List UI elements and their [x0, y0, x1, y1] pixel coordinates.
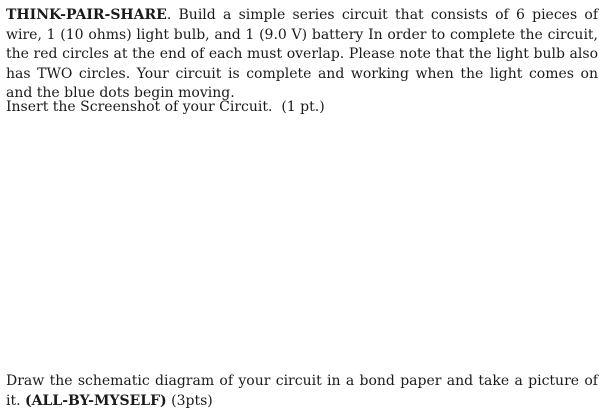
insert-screenshot-text: Insert the Screenshot of your Circuit.: [6, 99, 273, 115]
insert-screenshot-prompt: [6, 98, 598, 118]
think-pair-share-paragraph: [6, 6, 598, 104]
schematic-task-mode: (ALL-BY-MYSELF): [25, 392, 167, 409]
think-pair-share-heading: THINK-PAIR-SHARE: [6, 7, 167, 23]
screenshot-answer-space[interactable]: [6, 122, 598, 367]
schematic-task-points: (3pts): [171, 392, 213, 409]
insert-screenshot-points: (1 pt.): [281, 99, 325, 115]
schematic-task-paragraph: [6, 372, 598, 411]
schematic-task-text: Draw the schematic diagram of your circuit in a bond paper and take a picture of it.: [6, 373, 598, 409]
think-pair-share-instructions: . Build a simple series circuit that consists of 6 pieces of wire, 1 (10 ohms) light bulb, and 1 (9.0 V) battery In order to complete the circuit, the red circles at the end of each must overlap. Please note that the light bulb also has TWO circles. Your circuit is complete and working when the light comes on and the blue dots begin moving.: [6, 7, 598, 102]
